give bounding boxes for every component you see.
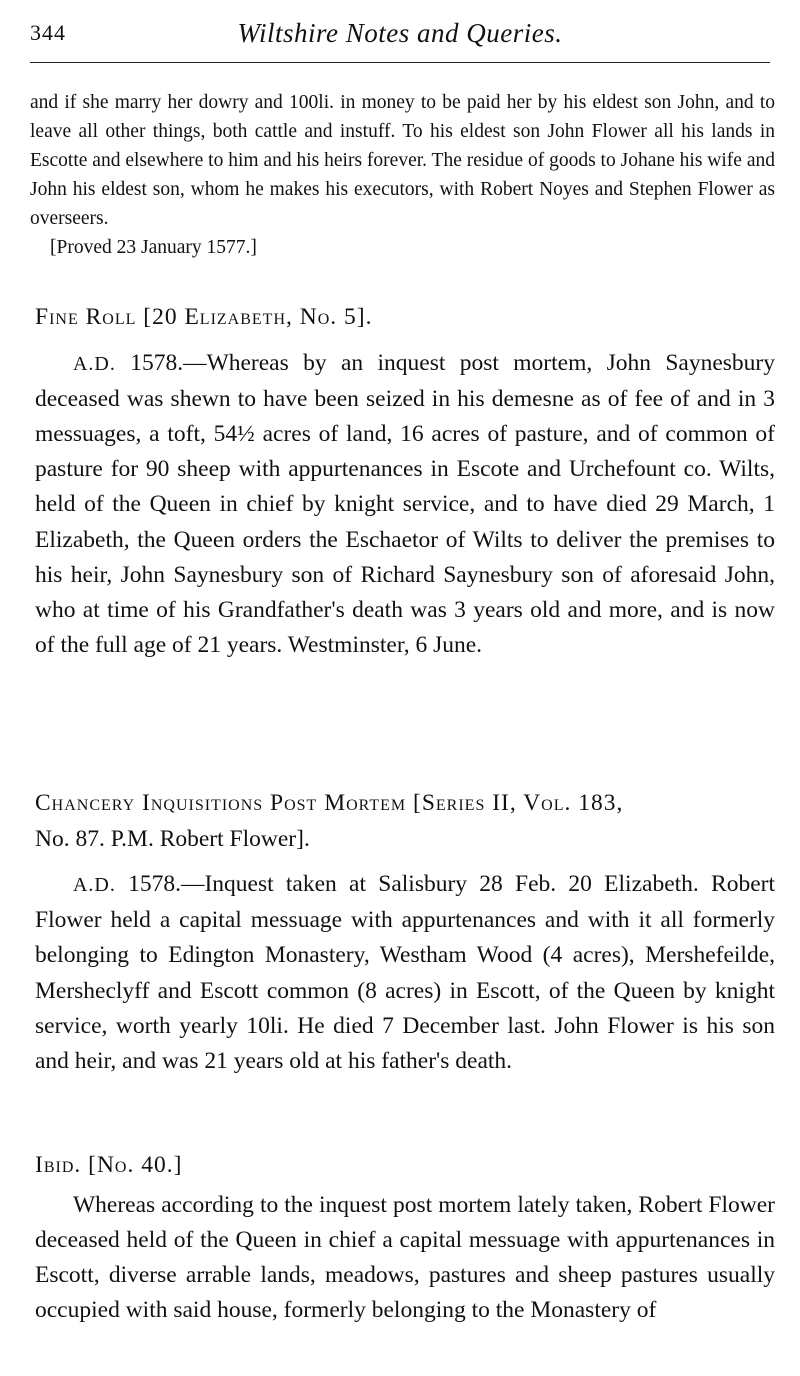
running-title: Wiltshire Notes and Queries. [237, 18, 563, 48]
page-header [30, 14, 770, 54]
chancery-body [35, 867, 775, 1079]
chancery-text: 1578.—Inquest taken at Salisbury 28 Feb. 20 Elizabeth. Robert Flower held a capital messuage with appurtenances and with it all formerly belonging to Edington Monastery, Westham Wood (4 acres), Mershefeilde, Mersheclyff and Escott common (8 acres) in Escott, of the Queen by knight service, worth yearly 10li. He died 7 December last. John Flower is his son and heir, and was 21 years old at his father's death. [35, 871, 775, 1075]
ibid-section [35, 1148, 775, 1328]
fine-roll-section [35, 300, 775, 663]
will-continuation [30, 88, 775, 262]
fine-roll-text: 1578.—Whereas by an inquest post mortem, John Saynesbury deceased was shewn to have been seized in his demesne as of fee of and in 3 messuages, a toft, 54½ acres of land, 16 acres of pasture, and of common of pasture for 90 sheep with appurtenances in Escote and Urchefount co. Wilts, held of the Queen in chief by knight service, and to have died 29 March, 1 Elizabeth, the Queen orders the Eschaetor of Wilts to deliver the premises to his heir, John Saynesbury son of Richard Saynesbury son of aforesaid John, who at time of his Grandfather's death was 3 years old and more, and is now of the full age of 21 years. Westminster, 6 June. [35, 349, 775, 659]
fine-roll-date: A.D. [73, 352, 116, 375]
fine-roll-heading: Fine Roll [20 Elizabeth, No. 5]. [35, 304, 373, 330]
chancery-date: A.D. [73, 874, 116, 896]
will-text: and if she marry her dowry and 100li. in money to be paid her by his eldest son John, and to leave all other things, both cattle and instuff. To his eldest son John Flower all his lands in Escotte and elsewhere to him and his heirs forever. The residue of goods to Johane his wife and John his eldest son, whom he makes his executors, with Robert Noyes and Stephen Flower as overseers. [30, 92, 775, 229]
chancery-heading-line2: No. 87. P.M. Robert Flower]. [35, 825, 310, 852]
fine-roll-body [35, 346, 775, 664]
page-number: 344 [30, 20, 66, 45]
chancery-section [35, 786, 775, 1079]
chancery-heading-line1: Chancery Inquisitions Post Mortem [Series II, Vol. 183, [35, 790, 624, 816]
header-rule [30, 62, 770, 63]
proved-note: [Proved 23 January 1577.] [50, 237, 257, 258]
ibid-body: Whereas according to the inquest post mortem lately taken, Robert Flower deceased held of the Queen in chief a capital messuage with appurtenances in Escott, diverse arrable lands, meadows, pastures and sheep pastures usually occupied with said house, formerly belonging to the Monastery of [35, 1191, 775, 1324]
ibid-heading: Ibid. [No. 40.] [35, 1152, 183, 1178]
